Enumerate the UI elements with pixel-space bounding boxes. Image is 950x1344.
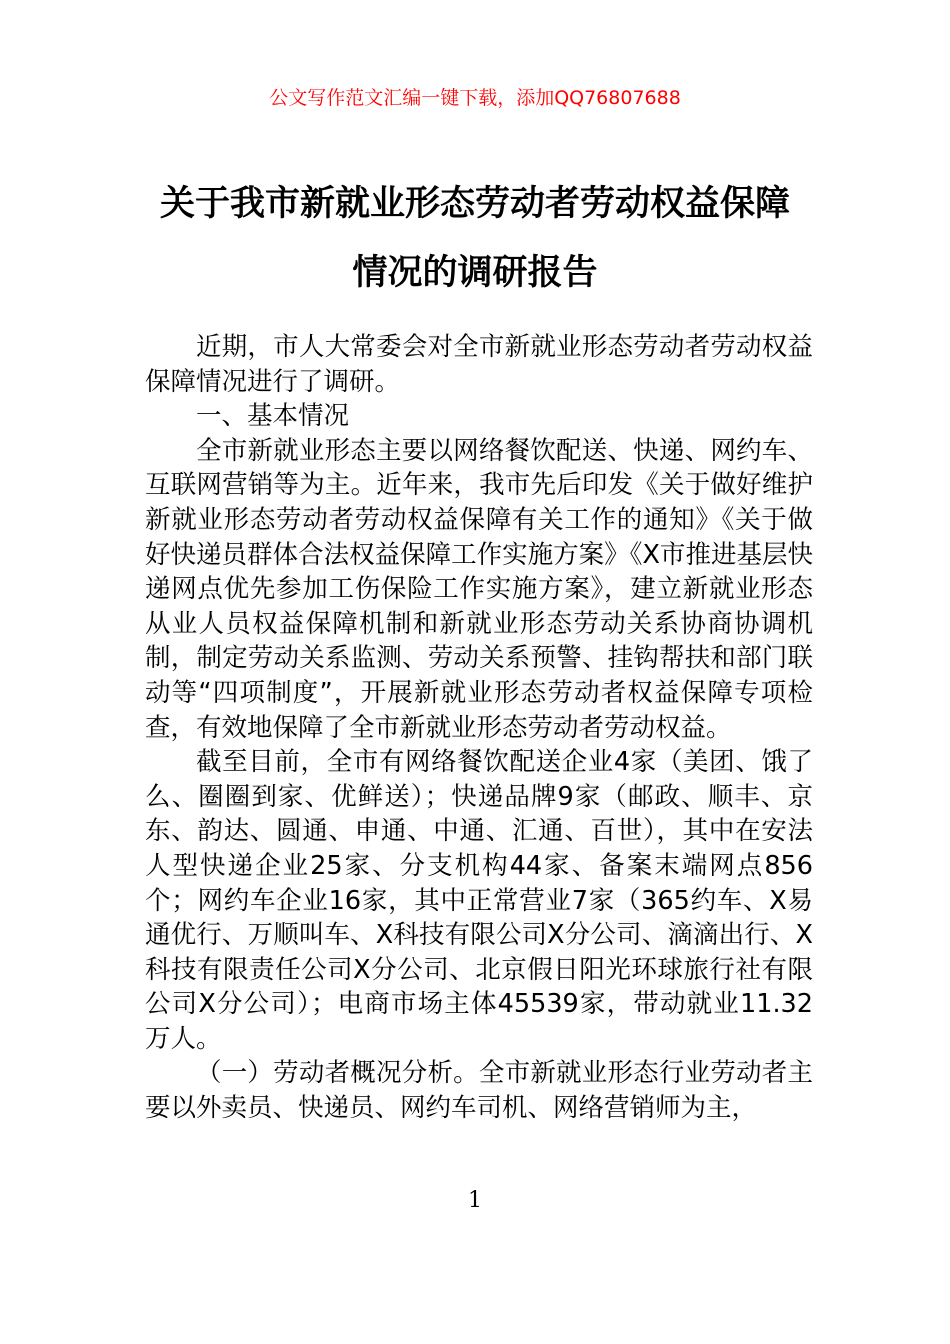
document-title-line-1: 关于我市新就业形态劳动者劳动权益保障 bbox=[159, 184, 790, 224]
paragraph-statistics: 截至目前，全市有网络餐饮配送企业4家（美团、饿了么、圈圈到家、优鲜送）；快递品牌9家（邮政、顺丰、京东、韵达、圆通、申通、中通、汇通、百世），其中在安法人型快递企业25家、分支机构44家、备案末端网点856个；网约车企业16家，其中正常营业7家（365约车、X易通优行、万顺叫车、X科技有限公司X分公司、滴滴出行、X科技有限责任公司X分公司、北京假日阳光环球旅行社有限公司X分公司）；电商市场主体45539家，带动就业11.32万人。 bbox=[145, 747, 813, 1054]
paragraph-intro: 近期，市人大常委会对全市新就业形态劳动者劳动权益保障情况进行了调研。 bbox=[145, 332, 813, 397]
document-title-line-2: 情况的调研报告 bbox=[352, 253, 598, 293]
header-download-note: 公文写作范文汇编一键下载，添加QQ76807688 bbox=[269, 87, 681, 109]
paragraph-worker-analysis: （一）劳动者概况分析。全市新就业形态行业劳动者主要以外卖员、快递员、网约车司机、网络营销师为主， bbox=[145, 1058, 813, 1124]
page-number: 1 bbox=[468, 1188, 482, 1213]
paragraph-overview: 全市新就业形态主要以网络餐饮配送、快递、网约车、互联网营销等为主。近年来，我市先后印发《关于做好维护新就业形态劳动者劳动权益保障有关工作的通知》《关于做好快递员群体合法权益保障工作实施方案》《X市推进基层快递网点优先参加工伤保险工作实施方案》，建立新就业形态从业人员权益保障机制和新就业形态劳动关系协商协调机制，制定劳动关系监测、劳动关系预警、挂钩帮扶和部门联动等“四项制度”，开展新就业形态劳动者权益保障专项检查，有效地保障了全市新就业形态劳动者劳动权益。 bbox=[145, 435, 813, 743]
section-heading-basic-situation: 一、基本情况 bbox=[196, 401, 350, 432]
document-body bbox=[145, 330, 813, 1126]
